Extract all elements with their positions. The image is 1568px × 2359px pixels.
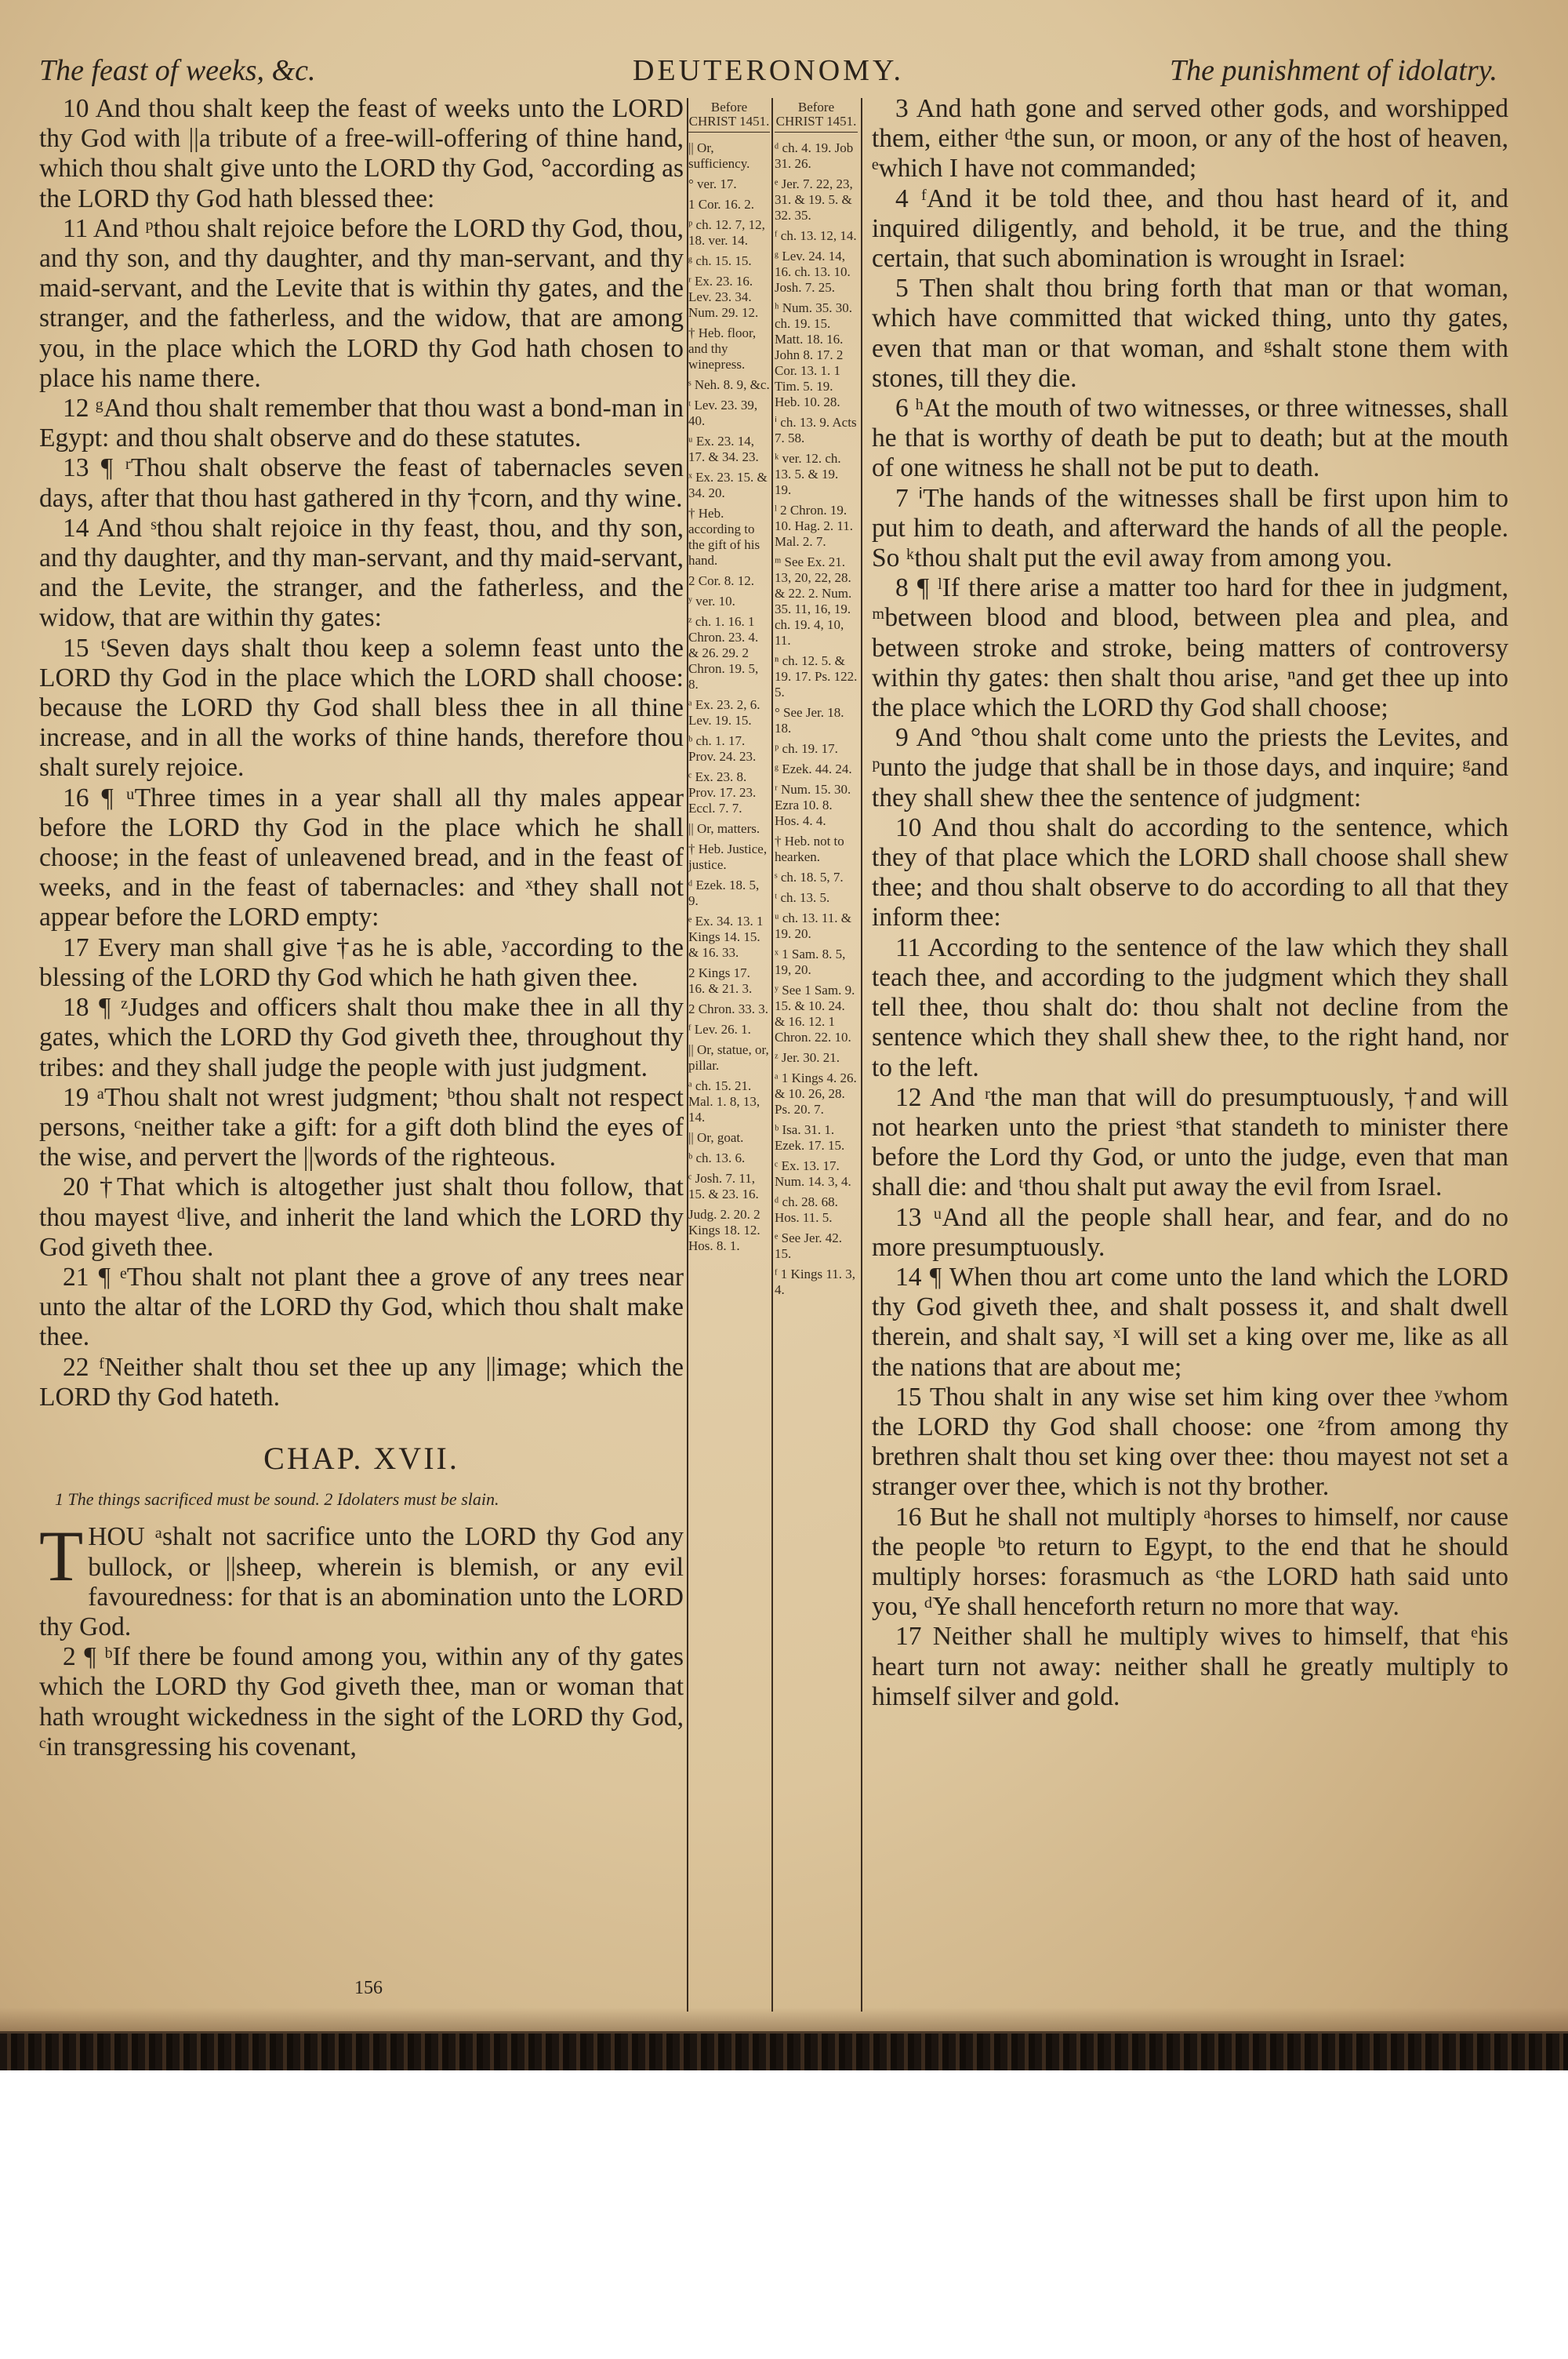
margin-reference: ᵉ Ex. 34. 13. 1 Kings 14. 15. & 16. 33. [688, 914, 764, 960]
margin-reference: ᵐ See Ex. 21. 13, 20, 22, 28. & 22. 2. Num. 35. 11, 16, 19. ch. 19. 4, 10, 11. [775, 554, 852, 648]
chapter-title: CHAP. XVII. [263, 1440, 459, 1476]
margin-reference: 2 Cor. 8. 12. [688, 573, 755, 588]
margin-reference: 1 Cor. 16. 2. [688, 197, 755, 212]
margin-reference: ᶜ Josh. 7. 11, 15. & 23. 16. [688, 1171, 759, 1201]
verse: 10 And thou shalt do according to the sentence, which they of that place which the LORD shall choose shall shew thee; and thou shalt observe to do according to all that they inform thee: [872, 812, 1508, 932]
verse: 21 ¶ ᵉThou shalt not plant thee a grove of any trees near unto the altar of the LORD thy God, which thou shalt make thee. [39, 1262, 684, 1352]
margin-reference: ʳ Ex. 23. 16. Lev. 23. 34. Num. 29. 12. [688, 274, 759, 320]
verse: 13 ¶ ʳThou shalt observe the feast of tabernacles seven days, after that thou hast gathered in thy †corn, and thy wine. [39, 453, 684, 513]
margin-reference: ᵇ ch. 1. 17. Prov. 24. 23. [688, 733, 757, 764]
verse: 11 And ᵖthou shalt rejoice before the LORD thy God, thou, and thy son, and thy daughter, and thy man-servant, and thy maid-servant, and the Levite that is within thy gates, and the stranger, and the fatherless, and the widow, that are among you, in the place which the LORD thy God hath chosen to place his name there. [39, 213, 684, 393]
margin-reference: ° ver. 17. [688, 176, 737, 191]
verse: 16 But he shall not multiply ᵃhorses to himself, nor cause the people ᵇto return to Egypt, to the end that he should multiply horses: forasmuch as ᶜthe LORD hath said unto you, ᵈYe shall henceforth return no more that way. [872, 1502, 1508, 1622]
verse: 15 ᵗSeven days shalt thou keep a solemn feast unto the LORD thy God in the place which the LORD shall choose: because the LORD thy God shall bless thee in all thine increase, and in all the works of thine hands, therefore thou shalt surely rejoice. [39, 633, 684, 783]
margin-reference: ʸ ver. 10. [688, 594, 735, 609]
margin-reference: ᵗ ch. 13. 5. [775, 890, 830, 905]
header-right-title: The punishment of idolatry. [1170, 54, 1497, 87]
verse: 10 And thou shalt keep the feast of weeks unto the LORD thy God with ||a tribute of a free-will-offering of thine hand, which thou shalt give unto the LORD thy God, °according as the LORD thy God hath blessed thee: [39, 94, 684, 213]
margin-reference: † Heb. floor, and thy winepress. [688, 325, 757, 372]
margin-reference: ᶻ ch. 1. 16. 1 Chron. 23. 4. & 26. 29. 2 Chron. 19. 5, 8. [688, 614, 759, 692]
verse: 17 Neither shall he multiply wives to himself, that ᵉhis heart turn not away: neither shall he greatly multiply to himself silver and gold. [872, 1622, 1508, 1711]
verse: 15 Thou shalt in any wise set him king over thee ʸwhom the LORD thy God shall choose: one ᶻfrom among thy brethren shalt thou set king over thee: thou mayest not set a stranger over thee, which is not thy brother. [872, 1382, 1508, 1502]
verse: 14 ¶ When thou art come unto the land which the LORD thy God giveth thee, and shalt possess it, and shalt dwell therein, and shalt say, ˣI will set a king over me, like as all the nations that are about me; [872, 1262, 1508, 1382]
margin-references-left [688, 100, 770, 1259]
left-text-column [39, 94, 684, 1762]
margin-reference: ᵘ Ex. 23. 14, 17. & 34. 23. [688, 434, 759, 464]
margin-reference: ˢ ch. 18. 5, 7. [775, 870, 844, 885]
margin-reference: ʰ Num. 35. 30. ch. 19. 15. Matt. 18. 16. John 8. 17. 2 Cor. 13. 1. 1 Tim. 5. 19. Heb. 10. 28. [775, 300, 852, 409]
margin-reference: ° See Jer. 18. 18. [775, 705, 844, 736]
margin-reference: ⁿ ch. 12. 5. & 19. 17. Ps. 122. 5. [775, 653, 858, 700]
margin-reference: ᵉ See Jer. 42. 15. [775, 1230, 843, 1261]
margin-reference: ˢ Neh. 8. 9, &c. [688, 377, 770, 392]
margin-reference: ᵈ Ezek. 18. 5, 9. [688, 878, 760, 908]
margin-reference: ˡ 2 Chron. 19. 10. Hag. 2. 11. Mal. 2. 7. [775, 503, 853, 549]
margin-reference: ˣ 1 Sam. 8. 5, 19, 20. [775, 947, 846, 977]
margin-heading: Before CHRIST 1451. [688, 100, 770, 133]
margin-reference: ᵖ ch. 19. 17. [775, 741, 838, 756]
book-title: DEUTERONOMY. [632, 54, 905, 87]
margin-reference: ᵃ 1 Kings 4. 26. & 10. 26, 28. Ps. 20. 7. [775, 1070, 857, 1117]
verse: 18 ¶ ᶻJudges and officers shalt thou make thee in all thy gates, which the LORD thy God giveth thee, throughout thy tribes: and they shall judge the people with just judgment. [39, 993, 684, 1082]
margin-reference: 2 Chron. 33. 3. [688, 1001, 768, 1016]
margin-reference: ᵘ ch. 13. 11. & 19. 20. [775, 911, 851, 941]
margin-reference: ᶻ Jer. 30. 21. [775, 1050, 840, 1065]
margin-reference: ʳ Num. 15. 30. Ezra 10. 8. Hos. 4. 4. [775, 782, 851, 828]
margin-reference: ᵈ ch. 28. 68. Hos. 11. 5. [775, 1194, 838, 1225]
margin-reference: ᵃ Ex. 23. 2, 6. Lev. 19. 15. [688, 697, 760, 728]
margin-reference: † Heb. according to the gift of his hand. [688, 506, 760, 568]
margin-reference: ᵃ ch. 15. 21. Mal. 1. 8, 13, 14. [688, 1078, 760, 1125]
margin-reference: ᶜ Ex. 13. 17. Num. 14. 3, 4. [775, 1158, 851, 1189]
margin-reference: ᶠ 1 Kings 11. 3, 4. [775, 1267, 856, 1297]
verse: 11 According to the sentence of the law which they shall teach thee, and according to the judgment which they shall tell thee, thou shalt do: thou shalt not decline from the sentence which they shall shew thee, to the right hand, nor to the left. [872, 932, 1508, 1082]
verse: 12 ᵍAnd thou shalt remember that thou wast a bond-man in Egypt: and thou shalt observe and do these statutes. [39, 394, 684, 453]
margin-reference: ⁱ ch. 13. 9. Acts 7. 58. [775, 415, 857, 445]
verse: 2 ¶ ᵇIf there be found among you, within any of thy gates which the LORD thy God giveth thee, man or woman that hath wrought wickedness in the sight of the LORD thy God, ᶜin transgressing his covenant, [39, 1642, 684, 1761]
margin-references-right [775, 100, 858, 1303]
right-text-column [872, 94, 1508, 1712]
verse: 5 Then shalt thou bring forth that man or that woman, which have committed that wicked thing, unto thy gates, even that man or that woman, and ᵍshalt stone them with stones, till they die. [872, 274, 1508, 393]
margin-reference: Judg. 2. 20. 2 Kings 18. 12. Hos. 8. 1. [688, 1207, 760, 1253]
margin-reference: ᵉ Jer. 7. 22, 23, 31. & 19. 5. & 32. 35. [775, 176, 853, 223]
margin-reference: ᵖ ch. 12. 7, 12, 18. ver. 14. [688, 217, 765, 248]
header-left-title: The feast of weeks, &c. [39, 54, 316, 87]
margin-reference: ᵍ Lev. 24. 14, 16. ch. 13. 10. Josh. 7. 25. [775, 249, 851, 295]
running-header [39, 53, 1497, 93]
margin-reference: 2 Kings 17. 16. & 21. 3. [688, 965, 753, 996]
margin-reference: ᵇ Isa. 31. 1. Ezek. 17. 15. [775, 1122, 845, 1153]
verse [39, 1516, 684, 1642]
margin-heading: Before CHRIST 1451. [775, 100, 858, 133]
verse: 8 ¶ ˡIf there arise a matter too hard for thee in judgment, ᵐbetween blood and blood, between plea and plea, and between stroke and stroke, being matters of controversy within thy gates: then shalt thou arise, ⁿand get thee up into the place which the LORD thy God shall choose; [872, 573, 1508, 723]
verse: 7 ⁱThe hands of the witnesses shall be first upon him to put him to death, and afterward the hands of all the people. So ᵏthou shalt put the evil away from among you. [872, 483, 1508, 573]
margin-reference: ᵈ ch. 4. 19. Job 31. 26. [775, 140, 854, 171]
verse: 14 And ˢthou shalt rejoice in thy feast, thou, and thy son, and thy daughter, and thy man-servant, and thy maid-servant, and the Levite, the stranger, and the fatherless, and the widow, that are within thy gates: [39, 513, 684, 633]
book-binding-edge [0, 2031, 1568, 2070]
verse: 22 ᶠNeither shalt thou set thee up any ||image; which the LORD thy God hateth. [39, 1352, 684, 1412]
margin-reference: ᶜ Ex. 23. 8. Prov. 17. 23. Eccl. 7. 7. [688, 769, 757, 816]
margin-reference: ᵏ ver. 12. ch. 13. 5. & 19. 19. [775, 451, 841, 497]
verse: 12 And ʳthe man that will do presumptuously, †and will not hearken unto the priest ˢthat standeth to minister there before the Lord thy God, or unto the judge, even that man shall die: and ᵗthou shalt put away the evil from Israel. [872, 1082, 1508, 1202]
verse: 20 †That which is altogether just shalt thou follow, that thou mayest ᵈlive, and inherit the land which the LORD thy God giveth thee. [39, 1172, 684, 1262]
margin-reference: ˣ Ex. 23. 15. & 34. 20. [688, 470, 768, 500]
verse: 17 Every man shall give †as he is able, ʸaccording to the blessing of the LORD thy God which he hath given thee. [39, 932, 684, 992]
margin-reference: || Or, statue, or, pillar. [688, 1042, 769, 1073]
drop-cap-letter: T [39, 1516, 84, 1597]
verse: 13 ᵘAnd all the people shall hear, and fear, and do no more presumptuously. [872, 1202, 1508, 1262]
verse-text: HOU ᵃshalt not sacrifice unto the LORD thy God any bullock, or ||sheep, wherein is blemish, or any evil favouredness: for that is an abomination unto the LORD thy God. [39, 1522, 684, 1641]
verse: 19 ᵃThou shalt not wrest judgment; ᵇthou shalt not respect persons, ᶜneither take a gift: for a gift doth blind the eyes of the wise, and pervert the ||words of the righteous. [39, 1082, 684, 1172]
chapter-summary: 1 The things sacrificed must be sound. 2 Idolaters must be slain. [55, 1489, 499, 1510]
margin-reference: ᵗ Lev. 23. 39, 40. [688, 398, 758, 428]
margin-reference: || Or, sufficiency. [688, 140, 750, 171]
margin-reference: † Heb. not to hearken. [775, 834, 844, 864]
page-number: 156 [354, 1978, 383, 1998]
margin-reference: ᶠ Lev. 26. 1. [688, 1022, 751, 1037]
margin-reference: ᵍ ch. 15. 15. [688, 253, 752, 268]
verse: 3 And hath gone and served other gods, and worshipped them, either ᵈthe sun, or moon, or any of the host of heaven, ᵉwhich I have not commanded; [872, 94, 1508, 184]
margin-reference: || Or, goat. [688, 1130, 744, 1145]
column-rule [861, 98, 862, 2012]
verse: 9 And °thou shalt come unto the priests the Levites, and ᵖunto the judge that shall be in those days, and inquire; ᵍand they shall shew thee the sentence of judgment: [872, 723, 1508, 812]
margin-reference: ʸ See 1 Sam. 9. 15. & 10. 24. & 16. 12. 1 Chron. 22. 10. [775, 983, 855, 1045]
margin-reference: ᶠ ch. 13. 12, 14. [775, 228, 857, 243]
margin-reference: ᵍ Ezek. 44. 24. [775, 761, 852, 776]
margin-reference: || Or, matters. [688, 821, 760, 836]
margin-reference: † Heb. Justice, justice. [688, 841, 768, 872]
margin-reference: ᵇ ch. 13. 6. [688, 1150, 746, 1165]
column-rule [771, 98, 773, 2012]
verse: 16 ¶ ᵘThree times in a year shall all thy males appear before the LORD thy God in the place which he shall choose; in the feast of unleavened bread, and in the feast of weeks, and in the feast of tabernacles: and ˣthey shall not appear before the LORD empty: [39, 783, 684, 932]
verse: 6 ʰAt the mouth of two witnesses, or three witnesses, shall he that is worthy of death be put to death; but at the mouth of one witness he shall not be put to death. [872, 394, 1508, 483]
verse: 4 ᶠAnd it be told thee, and thou hast heard of it, and inquired diligently, and behold, it be true, and the thing certain, that such abomination is wrought in Israel: [872, 184, 1508, 274]
